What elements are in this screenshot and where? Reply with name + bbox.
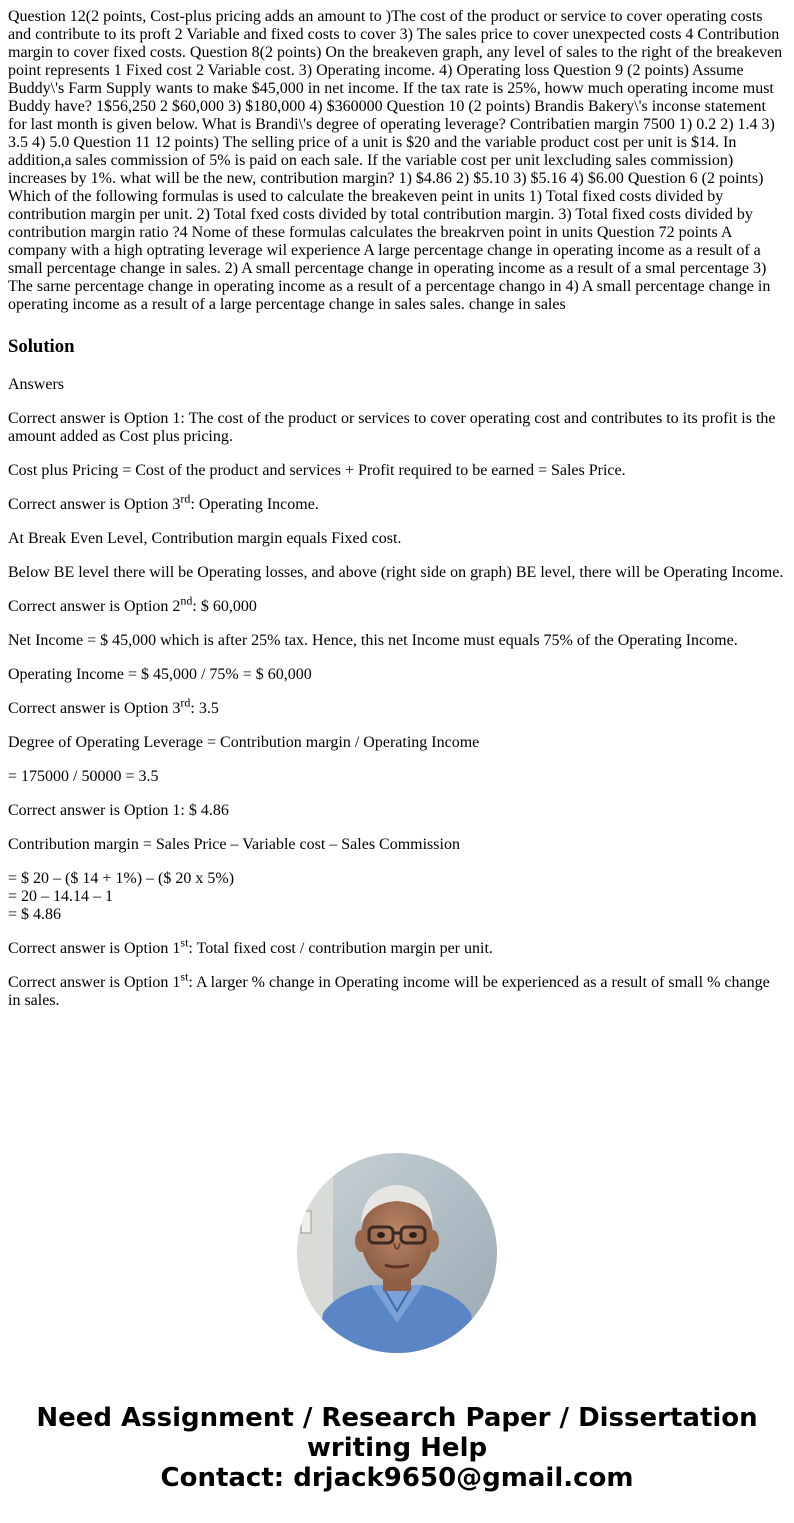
author-avatar xyxy=(297,1153,497,1353)
answer-q8-value: : Operating Income. xyxy=(190,496,319,513)
answer-q11-formula: Contribution margin = Sales Price – Variable cost – Sales Commission xyxy=(8,836,460,853)
answer-q10 xyxy=(8,695,786,718)
answers-label: Answers xyxy=(8,376,64,393)
ordinal-suffix: st xyxy=(180,935,189,950)
answer-q9-explanation-2: Operating Income = $ 45,000 / 75% = $ 60,000 xyxy=(8,666,312,683)
author-portrait xyxy=(297,1153,497,1353)
banner-line-2: writing Help xyxy=(306,1433,488,1463)
banner-line-1: Need Assignment / Research Paper / Dissertation xyxy=(36,1403,758,1433)
answer-q11-calculation xyxy=(8,870,786,924)
ordinal-suffix: st xyxy=(180,969,189,984)
answer-q10-calculation: = 175000 / 50000 = 3.5 xyxy=(8,768,159,785)
calc-line-2: = 20 – 14.14 – 1 xyxy=(8,888,114,905)
contact-banner xyxy=(0,1403,794,1493)
answer-q10-formula: Degree of Operating Leverage = Contribution margin / Operating Income xyxy=(8,734,480,751)
answer-q8-explanation-1: At Break Even Level, Contribution margin equals Fixed cost. xyxy=(8,530,402,547)
calc-line-1: = $ 20 – ($ 14 + 1%) – ($ 20 x 5%) xyxy=(8,870,235,887)
answer-q9 xyxy=(8,593,786,616)
answer-q9-value: : $ 60,000 xyxy=(192,598,257,615)
answer-q9-explanation-1: Net Income = $ 45,000 which is after 25% tax. Hence, this net Income must equals 75% of the Operating Income. xyxy=(8,632,738,649)
answer-q11: Correct answer is Option 1: $ 4.86 xyxy=(8,802,229,819)
ordinal-suffix: rd xyxy=(180,491,191,506)
answer-q9-prefix: Correct answer is Option 2 xyxy=(8,598,181,615)
question-text: Question 12(2 points, Cost-plus pricing adds an amount to )The cost of the product or service to cover operating costs and contribute to its proft 2 Variable and fixed costs to cover 3) The sales price to cover unexpected costs 4 Contribution margin to cover fixed costs. Question 8(2 points) On the breakeven graph, any level of sales to the right of the breakeven point represents 1 Fixed cost 2 Variable cost. 3) Operating income. 4) Operating loss Question 9 (2 points) Assume Buddy\'s Farm Supply wants to make $45,000 in net income. If the tax rate is 25%, howw much operating income must Buddy have? 1$56,250 2 $60,000 3) $180,000 4) $360000 Question 10 (2 points) Brandis Bakery\'s inconse statement for last month is given below. What is Brandi\'s degree of operating leverage? Contribatien margin 7500 1) 0.2 2) 1.4 3) 3.5 4) 5.0 Question 11 12 points) The selling price of a unit is $20 and the variable product cost per unit is $14. In addition,a sales commission of 5% is paid on each sale. If the variable cost per unit lexcluding sales commission) increases by 1%. what will be the new, contribution margin? 1) $4.86 2) $5.10 3) $5.16 4) $6.00 Question 6 (2 points) Which of the following formulas is used to calculate the breakeven peint in units 1) Total fixed costs divided by contribution margin per unit. 2) Total fxed costs divided by total contribution margin. 3) Total fixed costs divided by contribution margin ratio ?4 Nome of these formulas calculates the breakrven point in units Question 72 points A company with a high optrating leverage wil experience A large percentage change in operating income as a result of a small percentage change in sales. 2) A small percentage change in operating income as a result of a smal percentage 3) The sarne percentage change in operating income as a result of a percentage chango in 4) A small percentage change in operating income as a result of a large percentage change in sales sales. change in sales xyxy=(8,8,783,313)
answer-q12: Correct answer is Option 1: The cost of the product or services to cover operating cost and contributes to its profit is the amount added as Cost plus pricing. xyxy=(8,410,776,445)
answer-q8-prefix: Correct answer is Option 3 xyxy=(8,496,181,513)
answer-q7-value: : A larger % change in Operating income will be experienced as a result of small % change in sales. xyxy=(8,974,770,1009)
calc-line-3: = $ 4.86 xyxy=(8,906,62,923)
solution-heading: Solution xyxy=(8,336,75,357)
banner-contact-line: Contact: drjack9650@gmail.com xyxy=(160,1463,634,1493)
answer-q7-prefix: Correct answer is Option 1 xyxy=(8,974,181,991)
answer-q10-value: : 3.5 xyxy=(190,700,219,717)
answer-q6-value: : Total fixed cost / contribution margin per unit. xyxy=(188,940,493,957)
answer-q8 xyxy=(8,491,786,514)
answer-q7 xyxy=(8,969,786,1010)
ordinal-suffix: rd xyxy=(180,695,191,710)
ordinal-suffix: nd xyxy=(180,593,193,608)
answer-q6 xyxy=(8,935,786,958)
answer-q8-explanation-2: Below BE level there will be Operating losses, and above (right side on graph) BE level, there will be Operating Income. xyxy=(8,564,784,581)
answer-q12-explanation: Cost plus Pricing = Cost of the product and services + Profit required to be earned = Sales Price. xyxy=(8,462,626,479)
answer-q6-prefix: Correct answer is Option 1 xyxy=(8,940,181,957)
answer-q10-prefix: Correct answer is Option 3 xyxy=(8,700,181,717)
